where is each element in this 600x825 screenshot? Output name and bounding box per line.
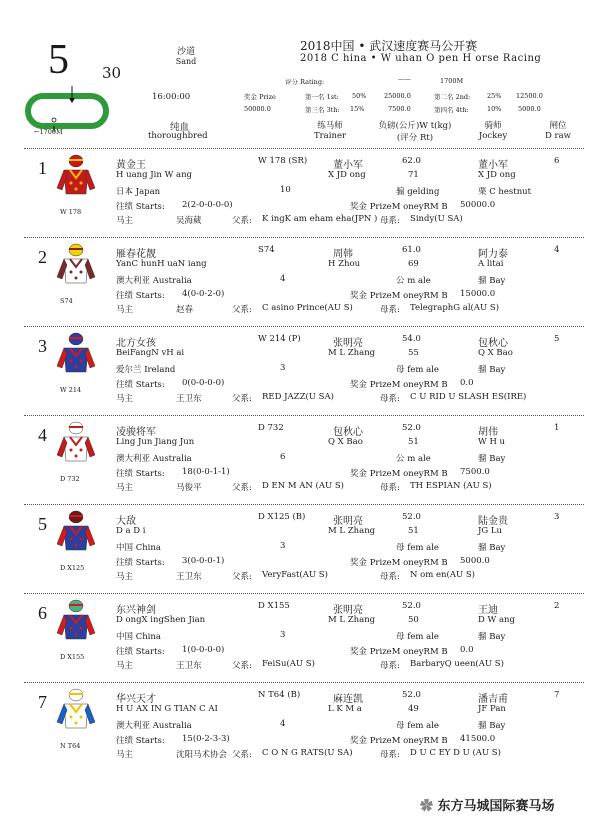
jockey-en: JF Pan <box>478 704 506 714</box>
horse-draw: 7 <box>554 690 560 700</box>
horse-color: 骝 Bay <box>478 276 506 286</box>
trainer-cn: 麻连凯 <box>333 694 363 705</box>
track-type-en: Sand <box>175 57 197 66</box>
horse-code-short: D X155 <box>60 653 85 661</box>
horse-age: 6 <box>280 452 286 462</box>
trainer-en: Q X Bao <box>328 437 363 447</box>
horse-weight: 52.0 <box>402 512 421 522</box>
sire-label: 父系: <box>232 305 252 315</box>
dam-label: 母系: <box>380 661 400 671</box>
horse-dam: C U RID U SLASH ES(IRE) <box>410 392 527 402</box>
horse-rating: 50 <box>408 615 419 625</box>
horse-number: 5 <box>38 514 47 534</box>
breed-cn: 纯血 <box>170 122 190 133</box>
trainer-cn: 张明亮 <box>333 605 363 616</box>
owner-label: 马主 <box>116 572 134 582</box>
owner-label: 马主 <box>116 216 134 226</box>
prize-first-pct: 50% <box>352 92 367 100</box>
horse-owner: 王卫东 <box>176 572 202 582</box>
header-trainer-cn: 练马师 <box>317 121 343 131</box>
jockey-silks-icon <box>56 510 96 556</box>
horse-code-short: D 732 <box>60 475 80 483</box>
horse-color: 骝 Bay <box>478 543 506 553</box>
breed-en: thoroughbred <box>148 131 208 141</box>
horse-prize-money: 0.0 <box>460 645 474 655</box>
horse-sex: 母 fem ale <box>396 365 439 375</box>
horse-name-cn: 黄金王 <box>116 160 146 171</box>
horse-owner: 马俊平 <box>176 483 202 493</box>
horse-name-cn: 东兴神剑 <box>116 605 156 616</box>
horse-dam: BarbaryQ ueen(AU S) <box>410 659 504 669</box>
horse-age: 3 <box>280 630 286 640</box>
horse-sire: C asino Prince(AU S) <box>262 303 353 313</box>
horse-dam: Sindy(U SA) <box>410 214 463 224</box>
jockey-silks-icon <box>56 599 96 645</box>
horse-draw: 6 <box>554 156 560 166</box>
horse-number: 2 <box>38 247 47 267</box>
horse-sire: K ingK am eham eha(JPN ) <box>262 214 378 224</box>
horse-owner: 王卫东 <box>176 661 202 671</box>
trainer-cn: 张明亮 <box>333 516 363 527</box>
horse-weight: 61.0 <box>402 245 421 255</box>
horse-name-cn: 凌骏将军 <box>116 427 156 438</box>
starts-label: 往绩 Starts: <box>116 291 165 301</box>
jockey-silks-icon <box>56 332 96 378</box>
horse-rating: 71 <box>408 170 419 180</box>
horse-name-en: BeiFangN vH ai <box>116 348 185 358</box>
horse-code-short: S74 <box>60 297 73 305</box>
horse-sex: 母 fem ale <box>396 721 439 731</box>
horse-number: 6 <box>38 603 47 623</box>
horse-code: W 214 (P) <box>258 334 301 344</box>
dam-label: 母系: <box>380 572 400 582</box>
prize-label: 奖金 Prize <box>244 93 276 101</box>
prize-money-label: 奖金 PrizeM oneyRM B <box>350 558 448 568</box>
horse-sex: 母 fem ale <box>396 632 439 642</box>
prize-money-label: 奖金 PrizeM oneyRM B <box>350 647 448 657</box>
horse-sire: FeiSu(AU S) <box>262 659 315 669</box>
prize-first-label: 第一名 1st: <box>305 93 339 101</box>
rating-dash: —— <box>398 75 411 83</box>
horse-code: S74 <box>258 245 275 255</box>
horse-rating: 51 <box>408 526 419 536</box>
horse-rating: 69 <box>408 259 419 269</box>
row-divider <box>24 415 584 416</box>
horse-rating: 49 <box>408 704 419 714</box>
row-divider <box>24 148 584 149</box>
horse-starts: 4(0-0-2-0) <box>182 289 225 299</box>
horse-origin: 澳大利亚 Australia <box>116 454 192 464</box>
horse-starts: 18(0-0-1-1) <box>182 467 230 477</box>
horse-dam: N om en(AU S) <box>410 570 475 580</box>
horse-dam: D U C EY D U (AU S) <box>410 748 501 758</box>
sire-label: 父系: <box>232 394 252 404</box>
dam-label: 母系: <box>380 750 400 760</box>
prize-money-label: 奖金 PrizeM oneyRM B <box>350 469 448 479</box>
owner-label: 马主 <box>116 750 134 760</box>
header-draw-cn: 闸位 <box>549 121 567 131</box>
jockey-silks-icon <box>56 688 96 734</box>
sire-label: 父系: <box>232 661 252 671</box>
jockey-en: Q X Bao <box>478 348 513 358</box>
horse-owner: 赵春 <box>176 305 194 315</box>
header-jockey-en: Jockey <box>478 131 508 141</box>
horse-name-cn: 雁春花靓 <box>116 249 156 260</box>
rating-value: 1700M <box>440 77 464 85</box>
horse-age: 3 <box>280 541 286 551</box>
header-jockey-cn: 骑师 <box>484 121 502 131</box>
horse-starts: 1(0-0-0-0) <box>182 645 225 655</box>
prize-second-amt: 12500.0 <box>516 92 543 100</box>
jockey-cn: 包秋心 <box>478 338 508 349</box>
horse-code: D X125 (B) <box>258 512 306 522</box>
horse-origin: 中国 China <box>116 632 161 642</box>
horse-sire: VeryFast(AU S) <box>262 570 328 580</box>
horse-dam: TelegraphG al(AU S) <box>410 303 500 313</box>
horse-prize-money: 50000.0 <box>460 200 496 210</box>
trainer-cn: 董小军 <box>333 160 363 171</box>
horse-prize-money: 15000.0 <box>460 289 496 299</box>
trainer-en: H Zhou <box>328 259 361 269</box>
horse-name-cn: 华兴天才 <box>116 694 156 705</box>
jockey-silks-icon <box>56 421 96 467</box>
row-divider <box>24 682 584 683</box>
horse-draw: 3 <box>554 512 560 522</box>
row-divider <box>24 504 584 505</box>
owner-label: 马主 <box>116 483 134 493</box>
header-weight-cn: 负磅(公斤)W t(kg) <box>378 121 452 131</box>
starts-label: 往绩 Starts: <box>116 380 165 390</box>
distance-arrow-label: ←1700M <box>34 128 63 136</box>
horse-weight: 52.0 <box>402 601 421 611</box>
horse-name-en: H U AX IN G TIAN C AI <box>116 704 218 714</box>
horse-owner: 沈阳马术协会 <box>176 750 228 760</box>
horse-sire: RED JAZZ(U SA) <box>262 392 334 402</box>
watermark: ✿ 东方马城国际赛马场 <box>420 799 555 814</box>
jockey-en: X JD ong <box>478 170 516 180</box>
horse-origin: 澳大利亚 Australia <box>116 721 192 731</box>
horse-number: 1 <box>38 158 47 178</box>
jockey-en: D W ang <box>478 615 515 625</box>
horse-sex: 公 m ale <box>396 454 431 464</box>
jockey-silks-icon <box>56 243 96 289</box>
horse-weight: 52.0 <box>402 423 421 433</box>
horse-code: N T64 (B) <box>258 690 301 700</box>
horse-starts: 2(2-0-0-0-0) <box>182 200 233 210</box>
horse-sex: 骟 gelding <box>396 187 440 197</box>
horse-age: 4 <box>280 719 286 729</box>
horse-number: 3 <box>38 336 47 356</box>
race-time: 16:00:00 <box>152 92 191 102</box>
trainer-en: M L Zhang <box>328 615 376 625</box>
horse-name-en: H uang Jin W ang <box>116 170 192 180</box>
row-divider <box>24 326 584 327</box>
prize-fourth-amt: 5000.0 <box>518 105 541 113</box>
horse-owner: 王卫东 <box>176 394 202 404</box>
horse-code: D X155 <box>258 601 290 611</box>
race-number: 5 <box>48 37 69 83</box>
sire-label: 父系: <box>232 216 252 226</box>
prize-second-pct: 25% <box>487 92 502 100</box>
horse-prize-money: 41500.0 <box>460 734 496 744</box>
starts-label: 往绩 Starts: <box>116 736 165 746</box>
race-code: 30 <box>102 64 122 82</box>
prize-money-label: 奖金 PrizeM oneyRM B <box>350 291 448 301</box>
trainer-en: M L Zhang <box>328 526 376 536</box>
prize-third-label: 第三名 3th: <box>305 106 340 114</box>
wechat-icon: ✿ <box>420 799 434 814</box>
jockey-en: A litai <box>478 259 504 269</box>
starts-label: 往绩 Starts: <box>116 469 165 479</box>
jockey-cn: 董小军 <box>478 160 508 171</box>
trainer-en: X JD ong <box>328 170 366 180</box>
row-divider <box>24 237 584 238</box>
horse-color: 骝 Bay <box>478 721 506 731</box>
horse-code-short: D X125 <box>60 564 85 572</box>
horse-code-short: W 178 <box>60 208 82 216</box>
horse-name-en: D a D i <box>116 526 146 536</box>
race-title-cn: 2018中国 • 武汉速度赛马公开赛 <box>300 39 478 53</box>
trainer-en: M L Zhang <box>328 348 376 358</box>
horse-name-en: D ongX ingShen Jian <box>116 615 206 625</box>
trainer-cn: 周韩 <box>333 249 353 260</box>
horse-sex: 公 m ale <box>396 276 431 286</box>
horse-draw: 5 <box>554 334 560 344</box>
race-title-en: 2018 C hina • W uhan O pen H orse Racing <box>300 53 542 64</box>
horse-name-cn: 北方女孩 <box>116 338 156 349</box>
horse-prize-money: 5000.0 <box>460 556 490 566</box>
horse-draw: 4 <box>554 245 560 255</box>
track-type-cn: 沙道 <box>176 47 195 57</box>
horse-color: 骝 Bay <box>478 632 506 642</box>
horse-weight: 62.0 <box>402 156 421 166</box>
horse-starts: 15(0-2-3-3) <box>182 734 230 744</box>
horse-weight: 54.0 <box>402 334 421 344</box>
horse-rating: 51 <box>408 437 419 447</box>
horse-starts: 0(0-0-0-0) <box>182 378 225 388</box>
jockey-cn: 潘吉甫 <box>478 694 508 705</box>
trainer-cn: 包秋心 <box>333 427 363 438</box>
prize-fourth-pct: 10% <box>487 105 502 113</box>
horse-color: 骝 Bay <box>478 365 506 375</box>
horse-age: 4 <box>280 274 286 284</box>
jockey-en: JG Lu <box>478 526 503 536</box>
prize-money-label: 奖金 PrizeM oneyRM B <box>350 202 448 212</box>
horse-draw: 2 <box>554 601 560 611</box>
horse-number: 7 <box>38 692 47 712</box>
horse-origin: 澳大利亚 Australia <box>116 276 192 286</box>
horse-code-short: W 214 <box>60 386 82 394</box>
trainer-en: L K M a <box>328 704 362 714</box>
horse-origin: 中国 China <box>116 543 161 553</box>
prize-money-label: 奖金 PrizeM oneyRM B <box>350 380 448 390</box>
prize-third-amt: 7500.0 <box>388 105 411 113</box>
prize-fourth-label: 第四名 4th: <box>434 106 469 114</box>
horse-color: 骝 Bay <box>478 454 506 464</box>
horse-prize-money: 0.0 <box>460 378 474 388</box>
horse-sex: 母 fem ale <box>396 543 439 553</box>
horse-age: 10 <box>280 185 291 195</box>
horse-code: W 178 (SR) <box>258 156 308 166</box>
owner-label: 马主 <box>116 305 134 315</box>
sire-label: 父系: <box>232 572 252 582</box>
jockey-en: W H u <box>478 437 506 447</box>
header-weight-en: (评分 Rt) <box>396 133 434 143</box>
dam-label: 母系: <box>380 305 400 315</box>
horse-starts: 3(0-0-0-1) <box>182 556 225 566</box>
prize-third-pct: 15% <box>350 105 365 113</box>
jockey-cn: 胡伟 <box>478 427 498 438</box>
prize-total: 50000.0 <box>244 105 271 113</box>
rating-label: 评分 Rating: <box>285 78 325 86</box>
horse-number: 4 <box>38 425 47 445</box>
horse-color: 栗 C hestnut <box>478 187 532 197</box>
horse-draw: 1 <box>554 423 560 433</box>
sire-label: 父系: <box>232 483 252 493</box>
horse-origin: 爱尔兰 Ireland <box>116 365 176 375</box>
prize-first-amt: 25000.0 <box>384 92 411 100</box>
starts-label: 往绩 Starts: <box>116 558 165 568</box>
jockey-cn: 陆金贵 <box>478 516 508 527</box>
jockey-silks-icon <box>56 154 96 200</box>
row-divider <box>24 593 584 594</box>
horse-age: 3 <box>280 363 286 373</box>
horse-sire: D EN M AN (AU S) <box>262 481 345 491</box>
horse-origin: 日本 Japan <box>116 187 161 197</box>
owner-label: 马主 <box>116 661 134 671</box>
horse-name-cn: 大敌 <box>116 516 136 527</box>
jockey-cn: 王迪 <box>478 605 498 616</box>
starts-label: 往绩 Starts: <box>116 647 165 657</box>
starts-label: 往绩 Starts: <box>116 202 165 212</box>
header-draw-en: D raw <box>545 131 571 141</box>
horse-code: D 732 <box>258 423 284 433</box>
prize-money-label: 奖金 PrizeM oneyRM B <box>350 736 448 746</box>
jockey-cn: 阿力泰 <box>478 249 508 260</box>
horse-name-en: Ling Jun Jiang Jun <box>116 437 195 447</box>
prize-second-label: 第二名 2nd: <box>434 93 471 101</box>
horse-sire: C O N G RATS(U SA) <box>262 748 353 758</box>
horse-code-short: N T64 <box>60 742 81 750</box>
horse-name-en: YanC hunH uaN iang <box>116 259 207 269</box>
horse-rating: 55 <box>408 348 419 358</box>
horse-dam: TH ESPIAN (AU S) <box>410 481 492 491</box>
owner-label: 马主 <box>116 394 134 404</box>
horse-owner: 吴海葳 <box>176 216 202 226</box>
header-trainer-en: Trainer <box>313 131 347 141</box>
horse-weight: 52.0 <box>402 690 421 700</box>
dam-label: 母系: <box>380 394 400 404</box>
dam-label: 母系: <box>380 483 400 493</box>
horse-prize-money: 7500.0 <box>460 467 490 477</box>
sire-label: 父系: <box>232 750 252 760</box>
dam-label: 母系: <box>380 216 400 226</box>
trainer-cn: 张明亮 <box>333 338 363 349</box>
